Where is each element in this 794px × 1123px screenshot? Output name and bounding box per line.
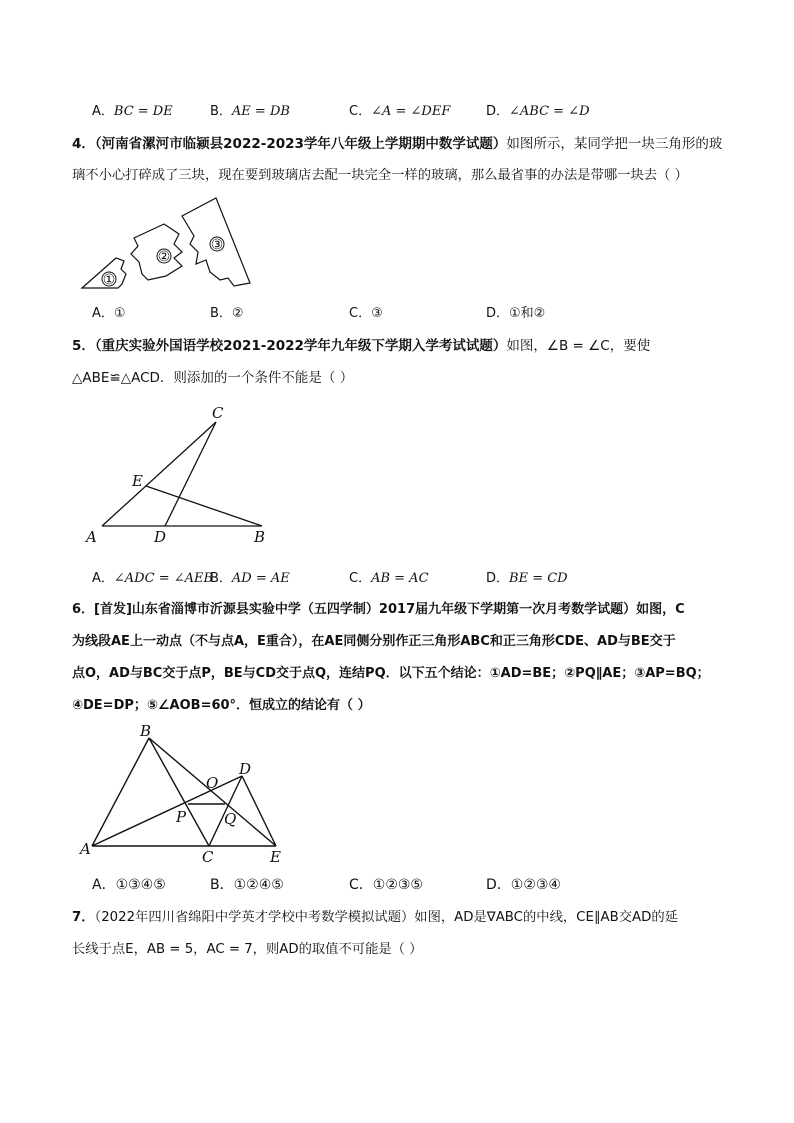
option-text: ③ [371, 306, 383, 321]
q6-line-3: 点O，AD与BC交于点P，BE与CD交于点Q，连结PQ．以下五个结论：①AD=BE；②PQ∥AE；③AP=BQ； [72, 666, 710, 681]
question-text: 如图所示，某同学把一块三角形的玻 [506, 136, 723, 152]
question-text: 如图，∠B = ∠C，要使 [506, 338, 651, 354]
option-letter: B． [210, 306, 232, 321]
q6-line-4: ④DE=DP；⑤∠AOB=60°．恒成立的结论有（ ） [72, 698, 371, 713]
option-text: AB = AC [371, 571, 429, 586]
q6-option-d[interactable] [486, 874, 561, 894]
shard-3-label: ③ [210, 237, 224, 253]
segment-ad [92, 776, 242, 846]
q6-option-c[interactable] [349, 874, 423, 894]
q7-line-1 [72, 902, 732, 934]
q4-figure [78, 194, 254, 290]
option-text: ∠ABC = ∠D [509, 104, 590, 119]
segment-ab [92, 738, 149, 846]
point-p-label: P [176, 808, 187, 826]
point-a-label: A [80, 840, 91, 858]
q4-line-2: 璃不小心打碎成了三块，现在要到玻璃店去配一块完全一样的玻璃，那么最省事的办法是带哪一块去（ ） [72, 168, 688, 183]
q4-stem [72, 128, 732, 192]
segment-ac [102, 422, 216, 526]
point-c-label: C [212, 404, 224, 422]
q5-option-a[interactable] [92, 567, 213, 586]
option-text: ①②③④ [510, 877, 561, 893]
q5-option-d[interactable] [486, 567, 568, 586]
option-text: AE = DB [231, 104, 290, 119]
option-letter: C． [349, 306, 372, 321]
q3-option-a[interactable] [92, 100, 173, 119]
segment-de [242, 776, 276, 846]
q6-figure [76, 722, 288, 866]
question-number: 5． [72, 338, 95, 354]
q4-option-c[interactable] [349, 302, 383, 321]
option-text: ①②③⑤ [372, 877, 423, 893]
shard-2-label: ② [157, 249, 171, 265]
option-text: ①②④⑤ [233, 877, 284, 893]
q6-options [0, 874, 794, 898]
option-letter: C． [349, 104, 372, 119]
q3-option-d[interactable] [486, 100, 590, 119]
option-letter: C． [349, 571, 372, 586]
q6-option-b[interactable] [210, 874, 284, 894]
question-source: （河南省漯河市临颍县2022-2023学年八年级上学期期中数学试题） [94, 136, 507, 152]
q6-line-1 [72, 594, 732, 626]
option-letter: B． [210, 571, 232, 586]
segment-cd [165, 422, 216, 526]
option-text: BC = DE [113, 104, 173, 119]
option-letter: B． [210, 877, 234, 893]
option-text: ② [231, 306, 244, 321]
option-letter: A． [92, 306, 114, 321]
q4-options [0, 302, 794, 326]
q5-line-2: △ABE≌△ACD．则添加的一个条件不能是（ ） [72, 370, 354, 386]
option-letter: D． [486, 877, 511, 893]
q5-figure [80, 402, 280, 548]
q6-line-2: 为线段AE上一动点（不与点A，E重合），在AE同侧分别作正三角形ABC和正三角形CDE、AD与BE交于 [72, 634, 676, 649]
point-d-label: D [239, 760, 252, 778]
option-letter: A． [92, 571, 114, 586]
option-text: ∠A = ∠DEF [371, 104, 451, 119]
q6-stem [72, 594, 732, 722]
option-letter: A． [92, 104, 114, 119]
question-text: （2022年四川省绵阳中学英才学校中考数学模拟试题）如图，AD是∇ABC的中线，CE∥AB交AD的延 [94, 910, 678, 925]
q3-option-c[interactable] [349, 100, 450, 119]
option-letter: D． [486, 306, 510, 321]
q3-option-b[interactable] [210, 100, 290, 119]
option-letter: C． [349, 877, 373, 893]
segment-be [149, 738, 276, 846]
segment-bc [149, 738, 209, 846]
point-a-label: A [86, 528, 97, 546]
point-b-label: B [140, 722, 152, 740]
q4-option-d[interactable] [486, 302, 545, 321]
q4-option-a[interactable] [92, 302, 126, 321]
q5-option-c[interactable] [349, 567, 429, 586]
option-text: AD = AE [231, 571, 290, 586]
q4-option-b[interactable] [210, 302, 244, 321]
shard-1-label: ① [102, 272, 116, 288]
question-text: [首发]山东省淄博市沂源县实验中学（五四学制）2017届九年级下学期第一次月考数学试题）如图，C [94, 602, 685, 617]
option-letter: B． [210, 104, 232, 119]
point-o-label: O [206, 774, 219, 792]
q4-line-1 [72, 128, 732, 160]
option-text: BE = CD [509, 571, 568, 586]
option-letter: A． [92, 877, 116, 893]
question-source: （重庆实验外国语学校2021-2022学年九年级下学期入学考试试题） [94, 338, 507, 354]
segment-eb [146, 486, 262, 526]
q5-line-1 [72, 330, 732, 362]
shard-2-shape [131, 224, 182, 280]
option-text: ①③④⑤ [115, 877, 166, 893]
q3-options [0, 100, 794, 124]
q5-options [0, 567, 794, 591]
option-letter: D． [486, 571, 510, 586]
point-d-label: D [154, 528, 167, 546]
point-e-label: E [270, 848, 281, 866]
q7-line-2: 长线于点E，AB = 5，AC = 7，则AD的取值不可能是（ ） [72, 942, 423, 957]
point-c-label: C [202, 848, 214, 866]
point-b-label: B [254, 528, 266, 546]
q5-stem [72, 330, 732, 394]
option-letter: D． [486, 104, 510, 119]
point-e-label: E [132, 472, 143, 490]
q5-option-b[interactable] [210, 567, 290, 586]
point-q-label: Q [224, 810, 237, 828]
option-text: ①和② [509, 306, 546, 321]
question-number: 4． [72, 136, 95, 152]
q7-stem [72, 902, 732, 966]
q6-option-a[interactable] [92, 874, 166, 894]
option-text: ∠ADC = ∠AEB [113, 571, 214, 586]
question-number: 7． [72, 910, 95, 925]
option-text: ① [113, 306, 126, 321]
question-number: 6． [72, 602, 95, 617]
